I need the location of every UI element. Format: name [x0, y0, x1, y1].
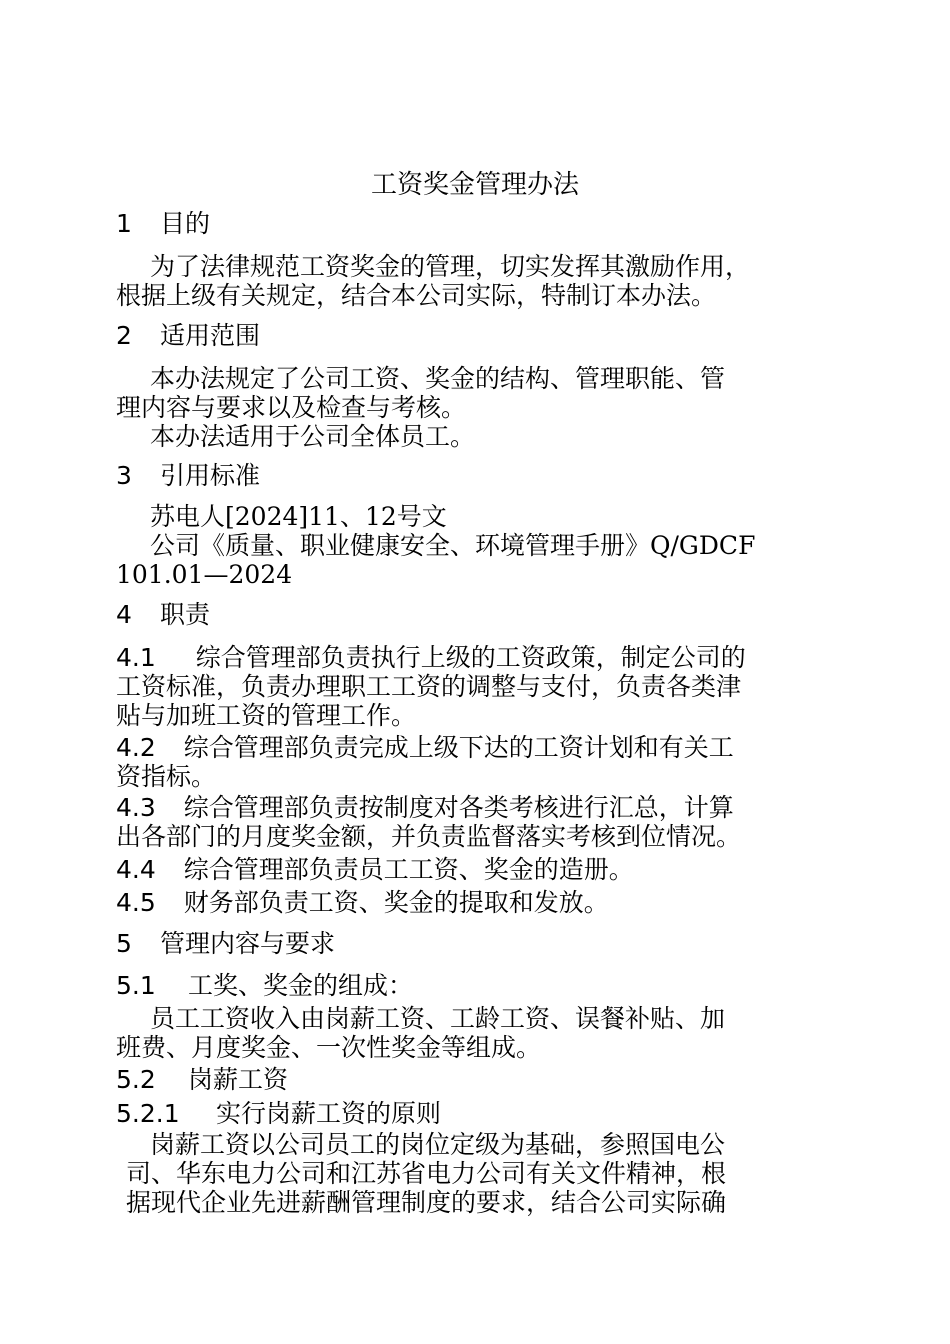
text-line: 综合管理部负责员工工资、奖金的造册。	[183, 855, 634, 884]
text-line: 据现代企业先进薪酬管理制度的要求，结合公司实际确	[126, 1188, 727, 1217]
subsection-heading-5-2-1	[116, 1096, 836, 1132]
section-heading-3	[116, 458, 836, 494]
text-line: 苏电人[2024]11、12号文	[150, 502, 447, 531]
section-title: 工奖、奖金的组成：	[188, 971, 414, 1000]
page-title: 工资奖金管理办法	[370, 170, 579, 200]
duty-item-4-3	[116, 793, 832, 851]
section-number: 2	[116, 321, 132, 350]
item-number: 4.1	[116, 643, 156, 672]
text-line: 综合管理部负责按制度对各类考核进行汇总，计算	[183, 793, 734, 822]
subsection-heading-5-1	[116, 968, 836, 1004]
subsection-5-2-1-body	[116, 1130, 832, 1217]
section-title: 管理内容与要求	[160, 929, 336, 958]
subsection-heading-5-2	[116, 1062, 836, 1098]
section-title: 引用标准	[160, 461, 261, 490]
text-line: 根据上级有关规定，结合本公司实际，特制订本办法。	[116, 281, 717, 310]
duty-item-4-4	[116, 855, 832, 884]
section-heading-1	[116, 206, 836, 242]
section-title: 岗薪工资	[188, 1065, 289, 1094]
text-line: 班费、月度奖金、一次性奖金等组成。	[116, 1033, 542, 1062]
text-line: 司、华东电力公司和江苏省电力公司有关文件精神，根	[126, 1159, 727, 1188]
text-line: 财务部负责工资、奖金的提取和发放。	[183, 888, 609, 917]
item-number: 4.5	[116, 888, 156, 917]
section-number: 3	[116, 461, 132, 490]
item-number: 4.3	[116, 793, 156, 822]
text-line: 岗薪工资以公司员工的岗位定级为基础，参照国电公	[150, 1130, 726, 1159]
section-1-body	[116, 252, 832, 310]
item-number: 4.2	[116, 733, 156, 762]
duty-item-4-1	[116, 643, 832, 730]
duty-item-4-2	[116, 733, 832, 791]
section-number: 5	[116, 929, 132, 958]
duty-item-4-5	[116, 888, 832, 917]
text-line: 工资标准，负责办理职工工资的调整与支付，负责各类津	[116, 672, 742, 701]
text-line: 公司《质量、职业健康安全、环境管理手册》Q/GDCF	[150, 531, 756, 560]
section-number: 4	[116, 600, 132, 629]
text-line: 资指标。	[116, 762, 217, 791]
text-line: 理内容与要求以及检查与考核。	[116, 393, 467, 422]
text-line: 出各部门的月度奖金额，并负责监督落实考核到位情况。	[116, 822, 742, 851]
section-title: 目的	[160, 209, 211, 238]
text-line: 综合管理部负责执行上级的工资政策，制定公司的	[195, 643, 746, 672]
section-number: 5.2	[116, 1065, 156, 1094]
section-title: 职责	[160, 600, 211, 629]
section-number: 1	[116, 209, 132, 238]
text-line: 本办法规定了公司工资、奖金的结构、管理职能、管	[150, 364, 726, 393]
item-number: 4.4	[116, 855, 156, 884]
section-number: 5.2.1	[116, 1099, 180, 1128]
section-heading-5	[116, 926, 836, 962]
section-title: 实行岗薪工资的原则	[216, 1099, 442, 1128]
section-2-body	[116, 364, 832, 451]
section-title: 适用范围	[160, 321, 261, 350]
section-heading-4	[116, 597, 836, 633]
text-line: 本办法适用于公司全体员工。	[150, 422, 476, 451]
subsection-5-1-body	[116, 1004, 832, 1062]
section-heading-2	[116, 318, 836, 354]
text-line: 为了法律规范工资奖金的管理，切实发挥其激励作用，	[150, 252, 751, 281]
text-line: 贴与加班工资的管理工作。	[116, 701, 417, 730]
section-3-body	[116, 502, 832, 589]
text-line: 101.01—2024	[116, 560, 293, 589]
section-number: 5.1	[116, 971, 156, 1000]
text-line: 综合管理部负责完成上级下达的工资计划和有关工	[183, 733, 734, 762]
text-line: 员工工资收入由岗薪工资、工龄工资、误餐补贴、加	[150, 1004, 726, 1033]
